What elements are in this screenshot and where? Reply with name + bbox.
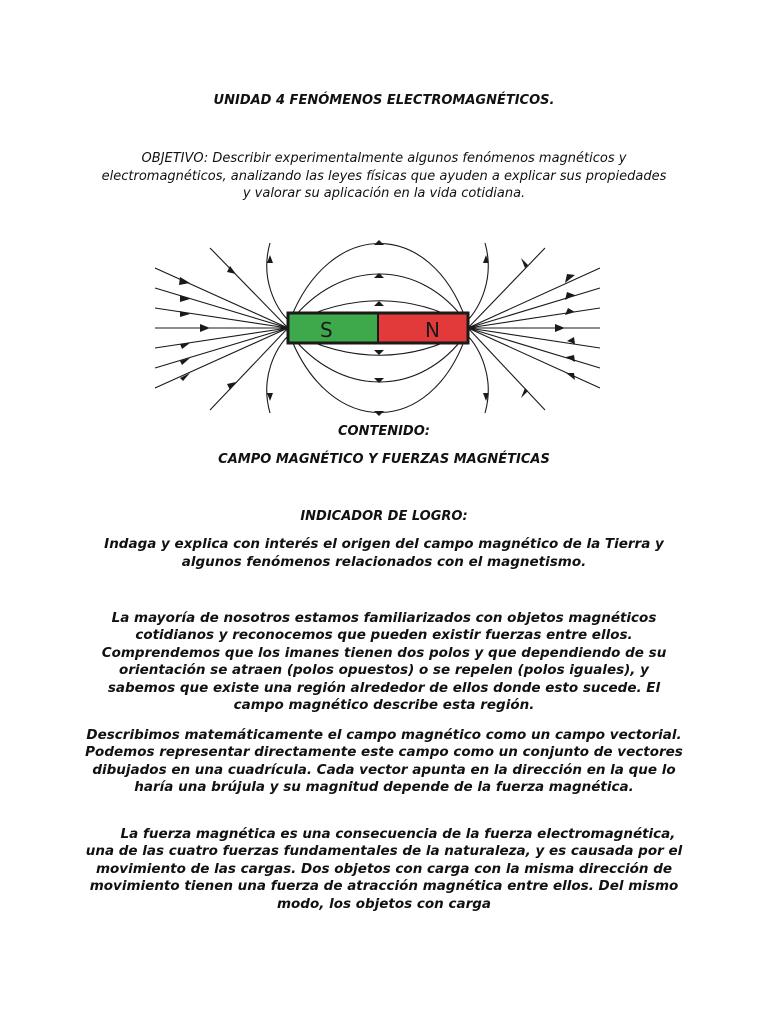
objective-text: OBJETIVO: Describir experimentalmente algunos fenómenos magnéticos y electromagnéticos, analizando las leyes físicas que ayuden a explicar sus propiedades y valorar su aplicación en la vida cotidiana. [101,151,667,201]
bar-magnet-field-figure [150,238,610,418]
indicador-label: INDICADOR DE LOGRO: [300,509,468,524]
south-pole-label: S [320,318,333,342]
paragraph-1: La mayoría de nosotros estamos familiarizados con objetos magnéticos cotidianos y reconocemos que pueden existir fuerzas entre ellos. Comprendemos que los imanes tienen dos polos y que dependiendo de su orientación se atraen (polos opuestos) o se repelen (polos iguales), y sabemos que existe una región alrededor de ellos donde esto sucede. El campo magnético describe esta región. [101,610,667,714]
contenido-title: CAMPO MAGNÉTICO Y FUERZAS MAGNÉTICAS [218,452,550,467]
paragraph-2: Describimos matemáticamente el campo magnético como un campo vectorial. Podemos representar directamente este campo como un conjunto de vectores dibujados en una cuadrícula. Cada vector apunta en la dirección en la que lo haría una brújula y su magnitud depende de la fuerza magnética. [85,727,683,796]
contenido-label: CONTENIDO: [338,424,430,439]
indicador-text: Indaga y explica con interés el origen del campo magnético de la Tierra y algunos fenómenos relacionados con el magnetismo. [104,536,664,570]
north-pole-label: N [425,318,440,342]
unit-title: UNIDAD 4 FENÓMENOS ELECTROMAGNÉTICOS. [213,93,555,108]
paragraph-3: La fuerza magnética es una consecuencia de la fuerza electromagnética, una de las cuatro fuerzas fundamentales de la naturaleza, y es causada por el movimiento de las cargas. Dos objetos con carga con la misma dirección de movimiento tienen una fuerza de atracción magnética entre ellos. Del mismo modo, los objetos con carga [85,826,683,912]
bar-magnet [288,313,468,343]
